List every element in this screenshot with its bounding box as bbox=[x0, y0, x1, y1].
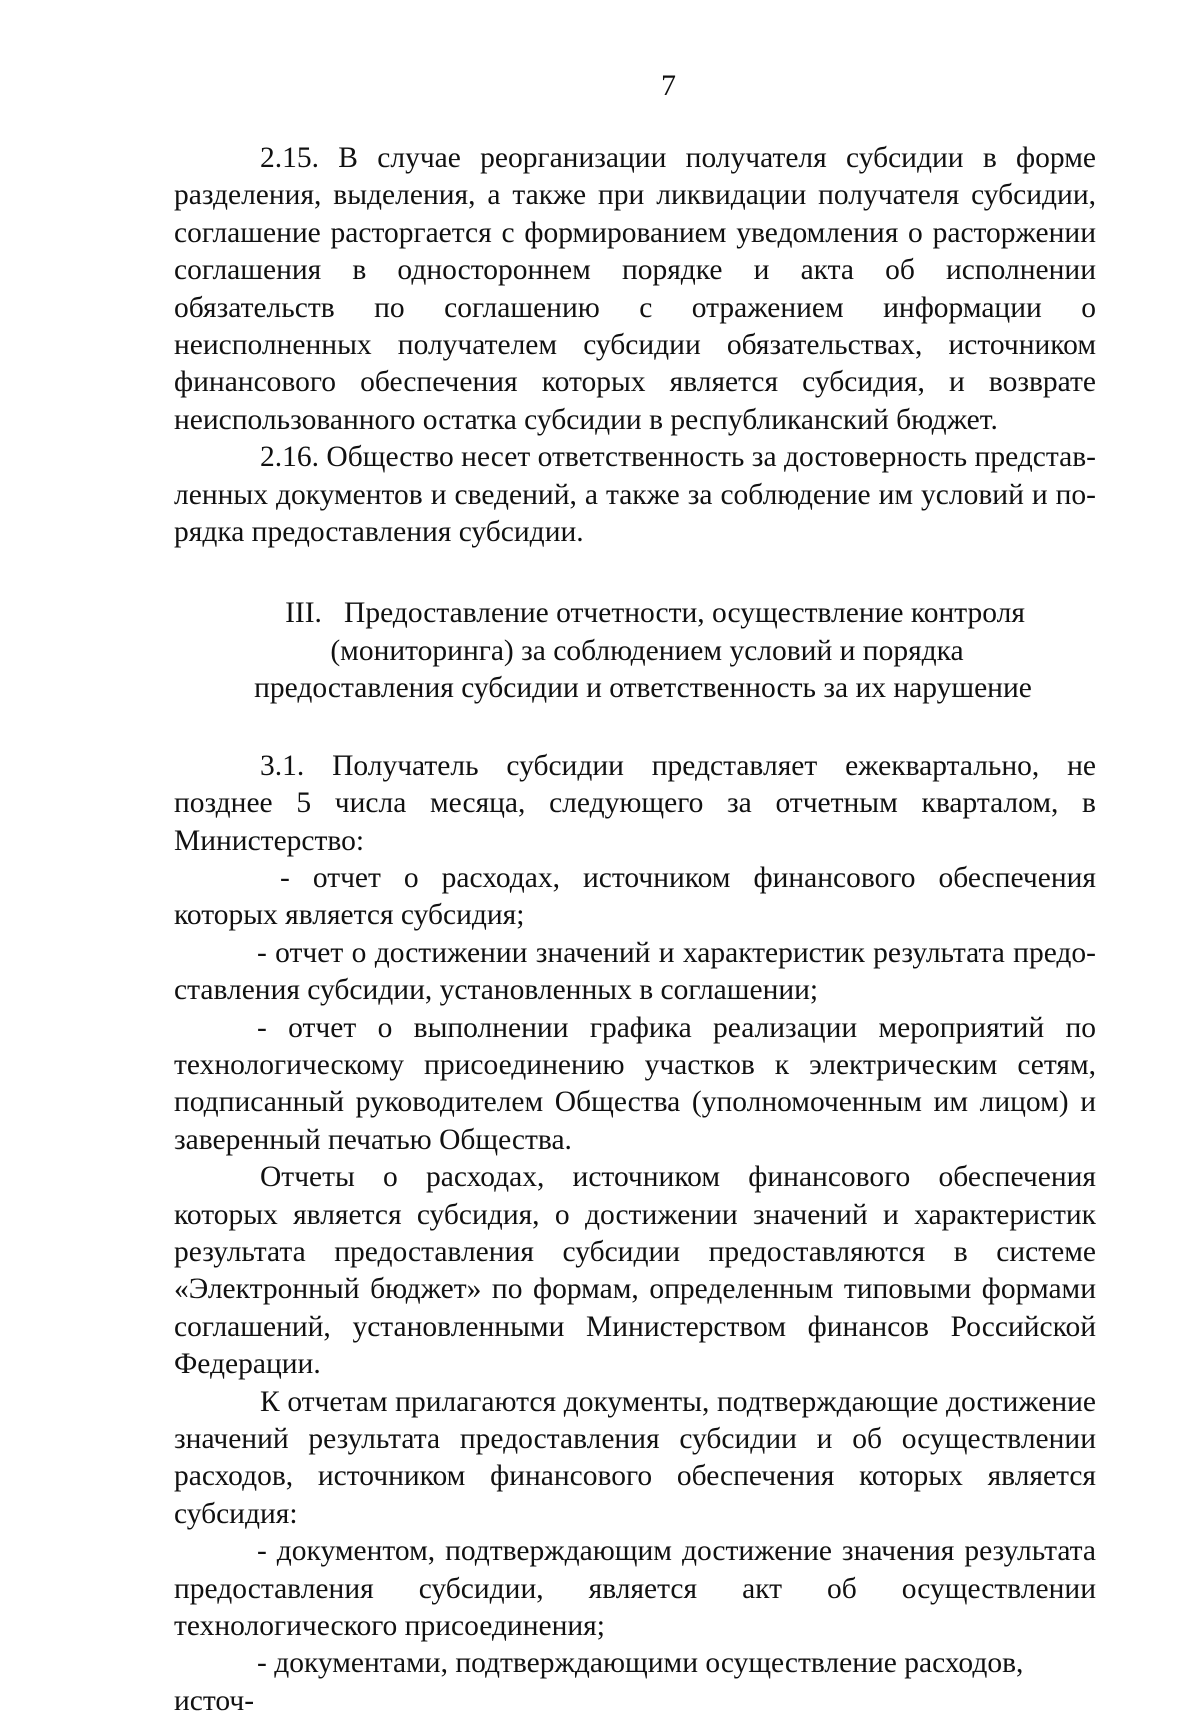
list-item-schedule-report: - отчет о выполнении графика реализации мероприятий по технологическому присоединению участков к электрическим сетям, подписанный руководителем Общества (уполномоченным им лицом) и заверенный печатью Общества. bbox=[174, 1011, 1096, 1156]
paragraph-2-15: 2.15. В случае реорганизации получателя субсидии в форме разделения, выделения, а также при ликвидации получателя субсидии, соглашение расторгается с формированием уведомления о расторжении соглашения в одностороннем порядке и акта об исполнении обязательств по соглашению с отражением информации о неисполненных получателем субсидии обязательствах, источником финансового обеспечения которых является субсидия, и возврате неиспользованного остатка субсидии в республиканский бюджет. bbox=[174, 142, 1096, 436]
section-heading-line: предоставления субсидии и ответственность за их нарушение bbox=[254, 672, 1032, 705]
section-heading-line: (мониторинга) за соблюдением условий и порядка bbox=[330, 634, 964, 667]
list-item-result-document: - документом, подтверждающим достижение значения результата предоставления субсидии, является акт об осуществлении технологического присоединения; bbox=[174, 1535, 1096, 1643]
page-number: 7 bbox=[661, 69, 676, 102]
paragraph-reports-system: Отчеты о расходах, источником финансового обеспечения которых является субсидия, о достижении значений и характеристик результата предоставления субсидии предоставляются в системе «Электронный бюджет» по формам, определенным типовыми формами соглашений, установленными Министерством финансов Российской Федерации. bbox=[174, 1161, 1096, 1381]
list-item-expense-documents: - документами, подтверждающими осуществление расходов, источ- bbox=[174, 1647, 1024, 1717]
section-heading-iii bbox=[174, 595, 1096, 707]
list-item-expense-report: - отчет о расходах, источником финансового обеспечения которых является субсидия; bbox=[174, 861, 1104, 932]
list-item-result-report: - отчет о достижении значений и характеристик результата предоставления субсидии, установленных в соглашении; bbox=[174, 936, 1096, 1007]
document-body bbox=[174, 140, 1104, 1720]
paragraph-3-1: 3.1. Получатель субсидии представляет ежеквартально, не позднее 5 числа месяца, следующего за отчетным кварталом, в Министерство: bbox=[174, 749, 1096, 857]
paragraph-2-16: 2.16. Общество несет ответственность за достоверность представленных документов и сведений, а также за соблюдение им условий и порядка предоставления субсидии. bbox=[174, 441, 1096, 549]
paragraph-attached-documents: К отчетам прилагаются документы, подтверждающие достижение значений результата предоставления субсидии и об осуществлении расходов, источником финансового обеспечения которых является субсидия: bbox=[174, 1385, 1096, 1530]
section-heading-line: III. Предоставление отчетности, осуществление контроля bbox=[285, 597, 1025, 630]
